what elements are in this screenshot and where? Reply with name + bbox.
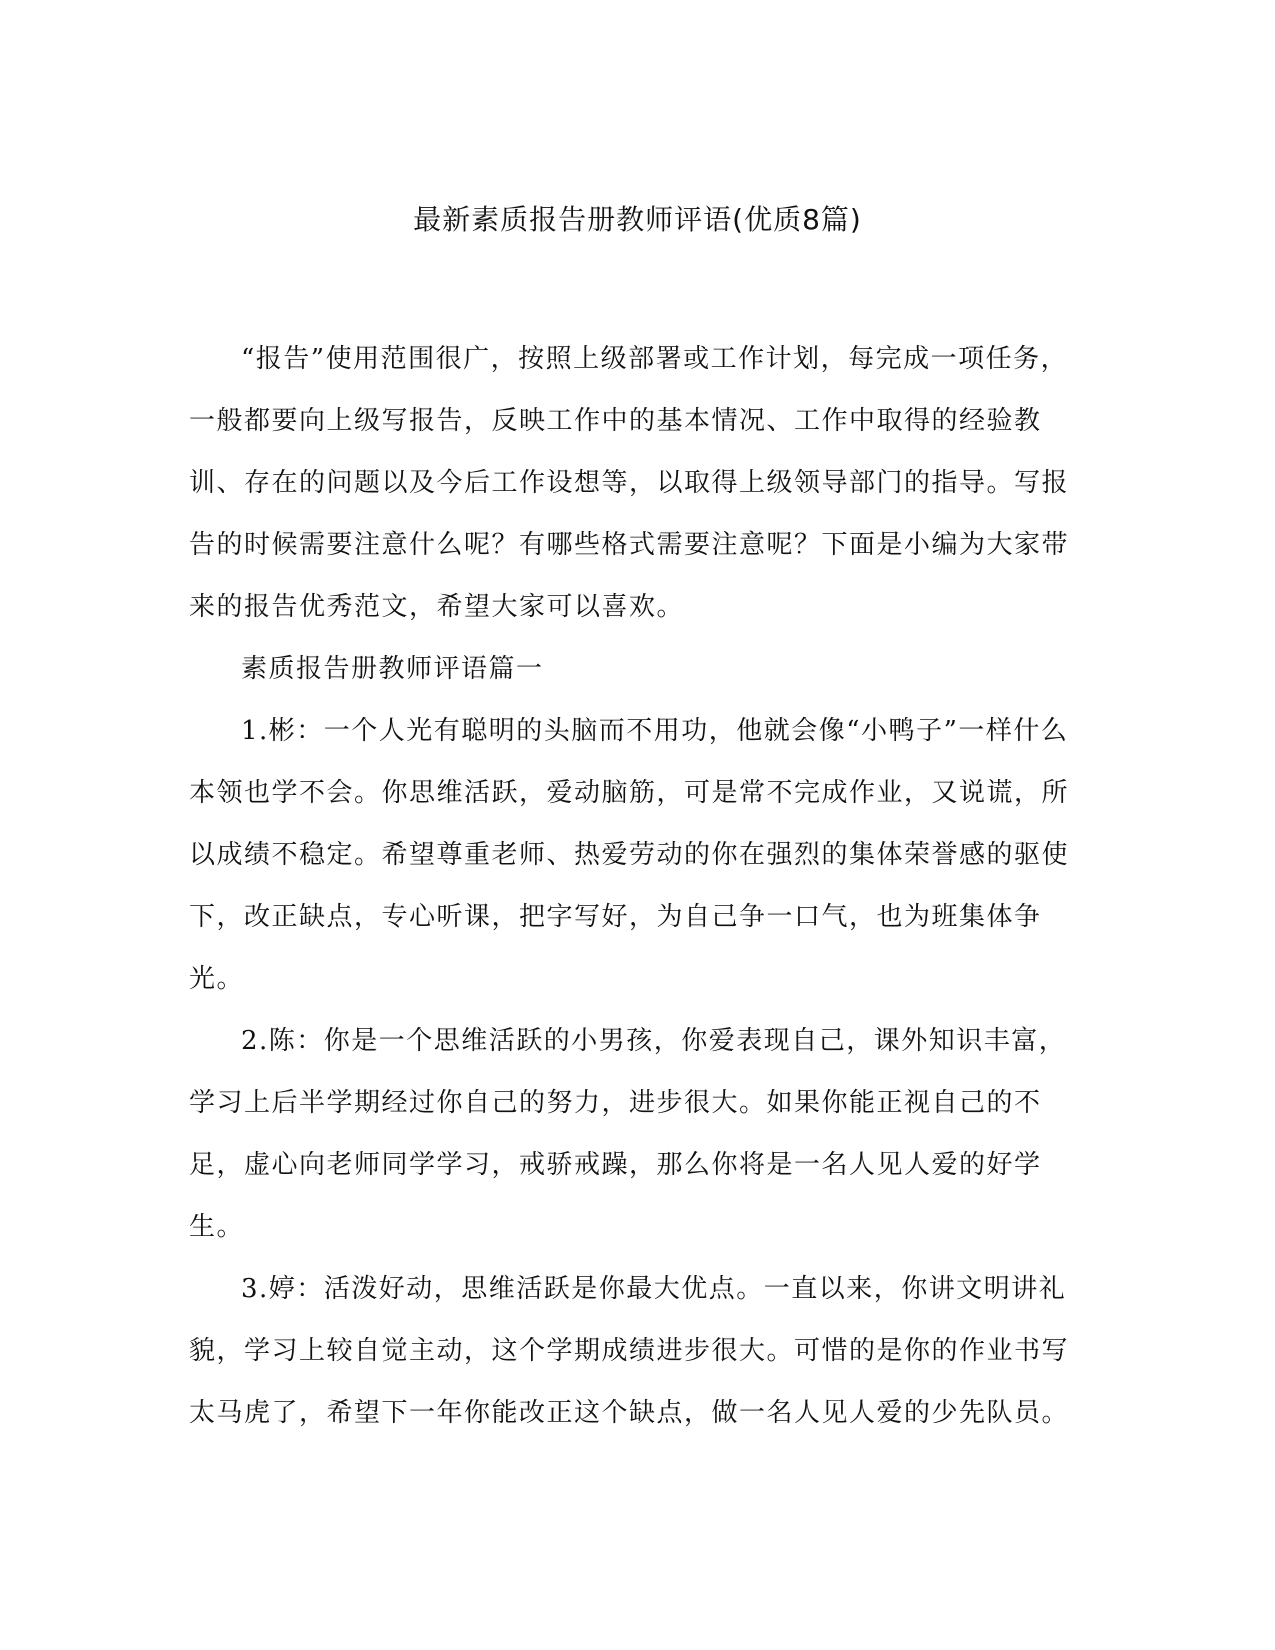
comment-paragraph-1: 1.彬：一个人光有聪明的头脑而不用功，他就会像“小鸭子”一样什么本领也学不会。你思维活跃，爱动脑筋，可是常不完成作业，又说谎，所以成绩不稳定。希望尊重老师、热爱劳动的你在强烈的集体荣誉感的驱使下，改正缺点，专心听课，把字写好，为自己争一口气，也为班集体争光。 (189, 716, 1070, 994)
intro-paragraph: “报告”使用范围很广，按照上级部署或工作计划，每完成一项任务，一般都要向上级写报告，反映工作中的基本情况、工作中取得的经验教训、存在的问题以及今后工作设想等，以取得上级领导部门的指导。写报告的时候需要注意什么呢？有哪些格式需要注意呢？下面是小编为大家带来的报告优秀范文，希望大家可以喜欢。 (189, 344, 1070, 622)
document-title: 最新素质报告册教师评语(优质8篇) (413, 203, 862, 236)
document-body (189, 328, 1081, 1444)
comment-paragraph-2: 2.陈：你是一个思维活跃的小男孩，你爱表现自己，课外知识丰富，学习上后半学期经过你自己的努力，进步很大。如果你能正视自己的不足，虚心向老师同学学习，戒骄戒躁，那么你将是一名人见人爱的好学生。 (189, 1026, 1067, 1242)
comment-paragraph-3: 3.婷：活泼好动，思维活跃是你最大优点。一直以来，你讲文明讲礼貌，学习上较自觉主动，这个学期成绩进步很大。可惜的是你的作业书写太马虎了，希望下一年你能改正这个缺点，做一名人见人爱的少先队员。 (189, 1274, 1070, 1428)
section-heading: 素质报告册教师评语篇一 (241, 654, 544, 684)
